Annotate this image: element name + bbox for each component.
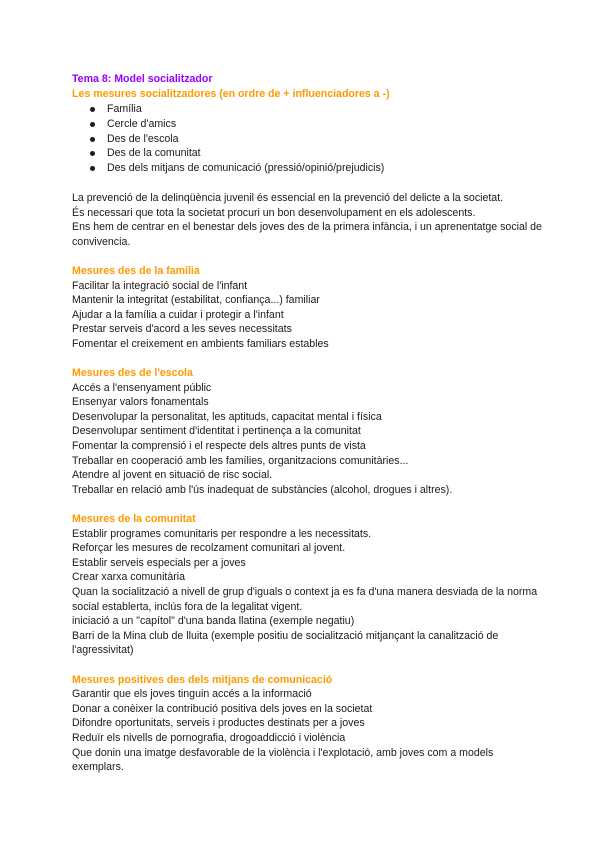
document-page [72,72,542,775]
bullet-icon [90,107,95,112]
bullet-icon [90,122,95,127]
section-line: Treballar en relació amb l'ús inadequat de substàncies (alcohol, drogues i altres). [72,483,453,496]
section-heading: Mesures des de la família [72,264,200,277]
section-line: Quan la socialització a nivell de grup d'iguals o context ja es fa d'una manera desviada de la norma social establerta, inclús fora de la legalitat vigent. [72,586,538,613]
section-line: Fomentar el creixement en ambients familiars estables [72,337,329,350]
section-line: Donar a conèixer la contribució positiva dels joves en la societat [72,702,373,715]
topic-title: Tema 8: Model socialitzador [72,73,213,85]
section-line: Ajudar a la família a cuidar i protegir a l'infant [72,308,284,321]
section-line: Prestar serveis d'acord a les seves necessitats [72,323,292,336]
section-line: Crear xarxa comunitària [72,571,186,584]
section-line: Ensenyar valors fonamentals [72,396,209,409]
section-line: Establir programes comunitaris per respondre a les necessitats. [72,527,372,540]
bullet-icon [90,137,95,142]
bullet-icon [90,166,95,171]
intro-line: Ens hem de centrar en el benestar dels joves des de la primera infància, i un aprenentatge social de convivencia. [72,221,542,248]
section-line: Facilitar la integració social de l'infant [72,279,248,292]
section-line: Desenvolupar sentiment d'identitat i pertinença a la comunitat [72,425,361,438]
section-line: Fomentar la comprensió i el respecte dels altres punts de vista [72,440,366,453]
section-school [72,366,542,497]
section-family [72,264,542,352]
section-media [72,673,542,775]
section-line: Reduïr els nivells de pornografia, drogoaddicció i violència [72,731,346,744]
section-community [72,512,542,658]
section-line: Que donin una imatge desfavorable de la violència i l'explotació, amb joves com a models exemplars. [72,746,494,774]
section-heading: Mesures des de l'escola [72,367,193,380]
list-item: Família [89,102,542,117]
agents-heading: Les mesures socialitzadores (en ordre de + influenciadores a -) [72,88,390,100]
section-line: Reforçar les mesures de recolzament comunitari al jovent. [72,542,346,555]
intro-paragraph [72,191,542,249]
section-line: Accés a l'ensenyament públic [72,381,212,394]
section-heading: Mesures de la comunitat [72,513,196,526]
list-item: Des dels mitjans de comunicació (pressió/opinió/prejudicis) [89,161,542,176]
list-item: Cercle d'amics [89,117,542,132]
section-line: Treballar en cooperació amb les famílies, organitzacions comunitàries... [72,454,409,467]
section-line: Mantenir la integritat (estabilitat, confiança...) familiar [72,294,320,307]
section-line: Desenvolupar la personalitat, les aptituds, capacitat mental i física [72,410,382,423]
intro-line: És necessari que tota la societat procuri un bon desenvolupament en els adolescents. [72,206,476,219]
intro-line: La prevenció de la delinqüència juvenil és essencial en la prevenció del delicte a la societat. [72,191,504,204]
list-item: Des de la comunitat [89,146,542,161]
section-heading: Mesures positives des dels mitjans de comunicació [72,673,333,686]
section-line: Establir serveis especials per a joves [72,556,246,569]
section-line: Difondre oportunitats, serveis i productes destinats per a joves [72,717,365,730]
section-line: Barri de la Mina club de lluita (exemple positiu de socialització mitjançant la canalització de l'agressivitat) [72,629,499,657]
agents-list [72,102,542,176]
section-line: Garantir que els joves tinguin accés a la informació [72,688,312,701]
section-line: iniciació a un "capítol" d'una banda llatina (exemple negatiu) [72,615,355,628]
section-line: Atendre al jovent en situació de risc social. [72,469,273,482]
list-item: Des de l'escola [89,132,542,147]
bullet-icon [90,151,95,156]
